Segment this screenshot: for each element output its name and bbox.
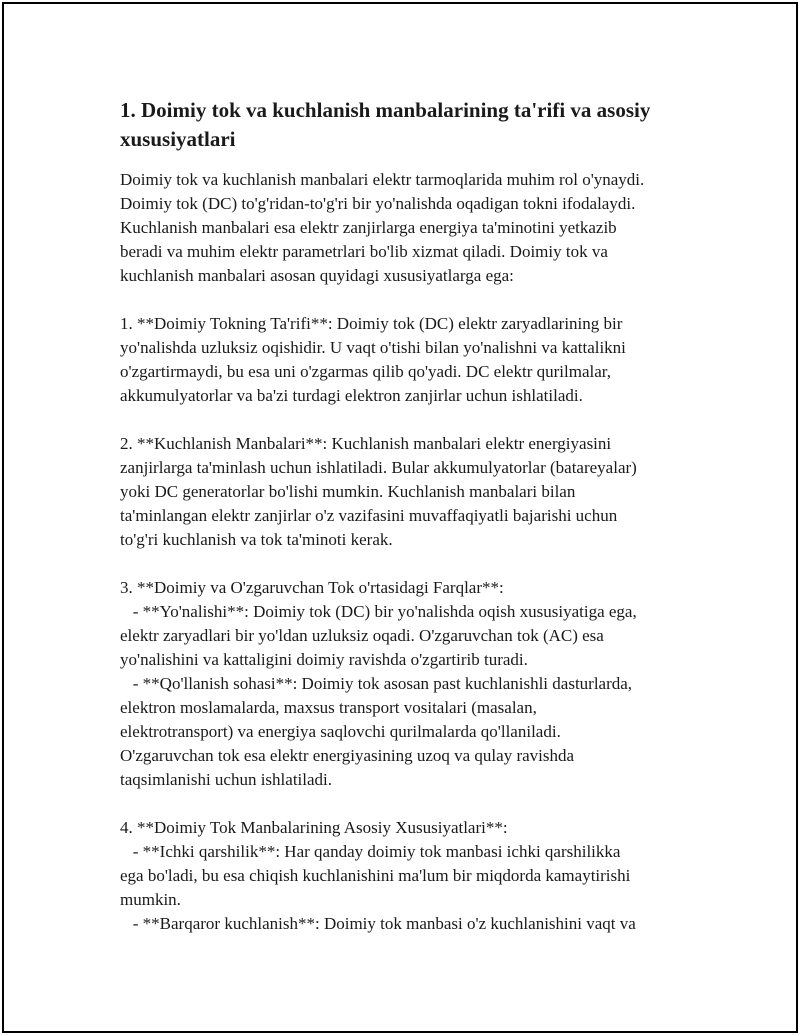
document-body: Doimiy tok va kuchlanish manbalari elektr tarmoqlarida muhim rol o'ynaydi. Doimiy tok (DC) to'g'ridan-to'g'ri bir yo'nalishda oqadigan tokni ifodalaydi. Kuchlanish manbalari esa elektr zanjirlarga energiya ta'minotini yetkazib beradi va muhim elektr parametrlari bo'lib xizmat qiladi. Doimiy tok va kuchlanish manbalari asosan quyidagi xususiyatlarga ega: 1. **Doimiy Tokning Ta'rifi**: Doimiy tok (DC) elektr zaryadlarining bir yo'nalishda uzluksiz oqishidir. U vaqt o'tishi bilan yo'nalishni va kattalikni o'zgartirmaydi, bu esa uni o'zgarmas qilib qo'yadi. DC elektr qurilmalar, akkumulyatorlar va ba'zi turdagi elektron zanjirlar uchun ishlatiladi. 2. **Kuchlanish Manbalari**: Kuchlanish manbalari elektr energiyasini zanjirlarga ta'minlash uchun ishlatiladi. Bular akkumulyatorlar (batareyalar) yoki DC generatorlar bo'lishi mumkin. Kuchlanish manbalari bilan ta'minlangan elektr zanjirlar o'z vazifasini muvaffaqiyatli bajarishi uchun to'g'ri kuchlanish va tok ta'minoti kerak. 3. **Doimiy va O'zgaruvchan Tok o'rtasidagi Farqlar**: - **Yo'nalishi**: Doimiy tok (DC) bir yo'nalishda oqish xususiyatiga ega, elektr zaryadlari bir yo'ldan uzluksiz oqadi. O'zgaruvchan tok (AC) esa yo'nalishini va kattaligini doimiy ravishda o'zgartirib turadi. - **Qo'llanish sohasi**: Doimiy tok asosan past kuchlanishli dasturlarda, elektron moslamalarda, maxsus transport vositalari (masalan, elektrotransport) va energiya saqlovchi qurilmalarda qo'llaniladi. O'zgaruvchan tok esa elektr energiyasining uzoq va qulay ravishda taqsimlanishi uchun ishlatiladi. 4. **Doimiy Tok Manbalarining Asosiy Xususiyatlari**: - **Ichki qarshilik**: Har qanday doimiy tok manbasi ichki qarshilikka ega bo'ladi, bu esa chiqish kuchlanishini ma'lum bir miqdorda kamaytirishi mumkin. - **Barqaror kuchlanish**: Doimiy tok manbasi o'z kuchlanishini vaqt va — [120, 170, 645, 933]
document-page — [2, 2, 798, 1033]
document-content — [120, 96, 700, 936]
document-title: 1. Doimiy tok va kuchlanish manbalarining ta'rifi va asosiy xususiyatlari — [120, 98, 651, 151]
